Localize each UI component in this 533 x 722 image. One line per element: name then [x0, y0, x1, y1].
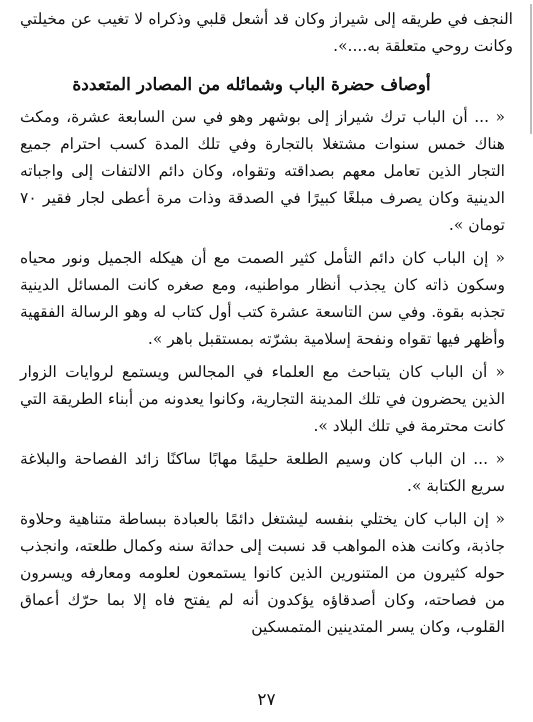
section-heading: أوصاف حضرة الباب وشمائله من المصادر المتعددة	[72, 75, 431, 95]
quote-block-2	[20, 245, 513, 353]
quote-block-5	[20, 506, 513, 641]
quote-paragraph-2: « إن الباب كان دائم التأمل كثير الصمت مع أن هيكله الجميل ونور محياه وسكون ذاته كان يجذب أنظار مواطنيه، ومع صغره كانت المسائل الدينية تجذبه بقوة. وفي سن التاسعة عشرة كتب أول كتاب له وهو الرسالة الفقهية وأظهر فيها تقواه ونفحة إسلامية بشرّته بمستقبل باهر ».	[20, 249, 505, 348]
quote-bar	[530, 4, 532, 134]
quote-paragraph-4: « ... ان الباب كان وسيم الطلعة حليمًا مهابًا ساكنًا زائد الفصاحة والبلاغة سريع الكتابة ».	[20, 450, 505, 495]
page-number: ٢٧	[257, 690, 276, 710]
quote-paragraph-1: « ... أن الباب ترك شيراز إلى بوشهر وهو في سن السابعة عشرة، ومكث هناك خمس سنوات مشتغلا بالتجارة وفي تلك المدة كسب احترام جميع التجار الذين تعامل معهم بصداقته وتقواه، وكان دائم الالتفات إلى واجباته الدينية وكان يصرف مبلغًا كبيرًا في الصدقة وذات مرة أعطى لجار فقير ٧٠ تومان ».	[20, 108, 505, 234]
quote-paragraph-5: « إن الباب كان يختلي بنفسه ليشتغل دائمًا بالعبادة ببساطة متناهية وحلاوة جاذبة، وكانت هذه المواهب قد نسبت إلى حداثة سنه وكمال طلعته، وانجذب حوله كثيرون من المتنورين الذين كانوا يستمعون لعلومه ومعارفه ويسرون من فصاحته، وكان أصدقاؤه يؤكدون أنه لم يفتح فاه إلا بما حرّك أعماق القلوب، وكان يسر المتدينين المتمسكين	[20, 510, 505, 636]
quote-block-3	[20, 359, 513, 440]
quote-block-1	[20, 104, 513, 239]
quote-block-4	[20, 446, 513, 500]
quote-paragraph-3: « أن الباب كان يتباحث مع العلماء في المجالس ويستمع لروايات الزوار الذين يحضرون في تلك المدينة التجارية، وكانوا يعدونه من أبناء الطريقة التي كانت محترمة في تلك البلاد ».	[20, 363, 505, 435]
intro-paragraph: النجف في طريقه إلى شيراز وكان قد أشعل قلبي وذكراه لا تغيب عن مخيلتي وكانت روحي متعلقة به....».	[20, 10, 513, 55]
